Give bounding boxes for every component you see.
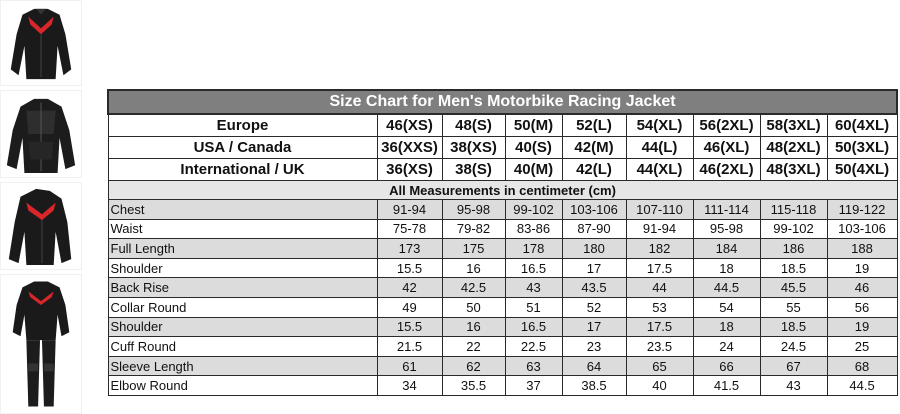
size-cell: 46(2XL) xyxy=(693,159,760,181)
measurement-value: 46 xyxy=(827,278,897,298)
measurement-value: 52 xyxy=(562,297,626,317)
chart-title: Size Chart for Men's Motorbike Racing Jacket xyxy=(108,90,897,114)
size-cell: 54(XL) xyxy=(626,114,693,137)
measurement-value: 115-118 xyxy=(760,200,827,220)
size-cell: 50(M) xyxy=(505,114,562,137)
measurement-value: 43.5 xyxy=(562,278,626,298)
measurement-value: 186 xyxy=(760,239,827,259)
suit-red-bat-full-icon xyxy=(1,275,81,413)
measurement-value: 18 xyxy=(693,317,760,337)
thumbnail-1[interactable] xyxy=(0,0,82,86)
jacket-black-front-icon xyxy=(1,91,81,177)
measurement-value: 91-94 xyxy=(377,200,442,220)
measurement-value: 44.5 xyxy=(827,376,897,396)
measurement-row xyxy=(108,219,897,239)
size-cell: 52(L) xyxy=(562,114,626,137)
size-cell: 38(XS) xyxy=(442,137,505,159)
measurement-value: 79-82 xyxy=(442,219,505,239)
measurement-value: 35.5 xyxy=(442,376,505,396)
measurement-value: 24 xyxy=(693,337,760,357)
size-cell: 58(3XL) xyxy=(760,114,827,137)
measurement-label: Elbow Round xyxy=(108,376,377,396)
measurement-value: 18.5 xyxy=(760,317,827,337)
measurement-value: 23 xyxy=(562,337,626,357)
thumbnail-4[interactable] xyxy=(0,274,82,414)
measurement-row xyxy=(108,258,897,278)
measurement-label: Chest xyxy=(108,200,377,220)
measurement-row xyxy=(108,356,897,376)
measurement-value: 91-94 xyxy=(626,219,693,239)
measurement-value: 19 xyxy=(827,317,897,337)
measurement-label: Collar Round xyxy=(108,297,377,317)
size-cell: 38(S) xyxy=(442,159,505,181)
measurement-value: 22.5 xyxy=(505,337,562,357)
measurement-value: 43 xyxy=(505,278,562,298)
measurement-value: 22 xyxy=(442,337,505,357)
measurement-value: 18.5 xyxy=(760,258,827,278)
measurement-value: 119-122 xyxy=(827,200,897,220)
measurement-row xyxy=(108,376,897,396)
measurement-value: 64 xyxy=(562,356,626,376)
measurement-value: 17.5 xyxy=(626,317,693,337)
size-cell: 42(L) xyxy=(562,159,626,181)
measurement-label: Waist xyxy=(108,219,377,239)
measurement-value: 16 xyxy=(442,258,505,278)
measurement-value: 45.5 xyxy=(760,278,827,298)
measurement-value: 63 xyxy=(505,356,562,376)
measurement-value: 67 xyxy=(760,356,827,376)
measurement-value: 55 xyxy=(760,297,827,317)
measurement-value: 66 xyxy=(693,356,760,376)
size-cell: 48(S) xyxy=(442,114,505,137)
size-cell: 46(XS) xyxy=(377,114,442,137)
measurement-value: 107-110 xyxy=(626,200,693,220)
measurement-value: 87-90 xyxy=(562,219,626,239)
measurement-value: 23.5 xyxy=(626,337,693,357)
region-label: USA / Canada xyxy=(108,137,377,159)
thumbnail-2[interactable] xyxy=(0,90,82,178)
measurement-value: 65 xyxy=(626,356,693,376)
measurement-value: 99-102 xyxy=(505,200,562,220)
measurement-row xyxy=(108,278,897,298)
measurement-value: 34 xyxy=(377,376,442,396)
region-row-usa-canada xyxy=(108,137,897,159)
measurement-value: 188 xyxy=(827,239,897,259)
measurement-value: 103-106 xyxy=(827,219,897,239)
size-cell: 40(S) xyxy=(505,137,562,159)
measurement-value: 51 xyxy=(505,297,562,317)
measurement-value: 103-106 xyxy=(562,200,626,220)
size-cell: 44(L) xyxy=(626,137,693,159)
size-cell: 56(2XL) xyxy=(693,114,760,137)
measurement-value: 44 xyxy=(626,278,693,298)
jacket-red-bat-front-icon xyxy=(1,1,81,85)
measurement-value: 25 xyxy=(827,337,897,357)
measurement-value: 37 xyxy=(505,376,562,396)
size-cell: 48(3XL) xyxy=(760,159,827,181)
size-chart-table xyxy=(107,89,898,396)
measurement-value: 42 xyxy=(377,278,442,298)
measurement-value: 50 xyxy=(442,297,505,317)
measurement-value: 24.5 xyxy=(760,337,827,357)
size-cell: 44(XL) xyxy=(626,159,693,181)
measurement-label: Cuff Round xyxy=(108,337,377,357)
size-cell: 42(M) xyxy=(562,137,626,159)
region-label: Europe xyxy=(108,114,377,137)
measurement-value: 54 xyxy=(693,297,760,317)
measurement-value: 16.5 xyxy=(505,258,562,278)
measurement-value: 95-98 xyxy=(693,219,760,239)
measurement-value: 19 xyxy=(827,258,897,278)
chart-title-row xyxy=(108,90,897,114)
measurement-label: Full Length xyxy=(108,239,377,259)
thumbnail-3[interactable] xyxy=(0,182,82,270)
measurements-body xyxy=(108,200,897,396)
region-row-international-uk xyxy=(108,159,897,181)
measurement-value: 49 xyxy=(377,297,442,317)
measurement-value: 178 xyxy=(505,239,562,259)
jacket-red-bat-angle-icon xyxy=(1,183,81,269)
measurement-row xyxy=(108,200,897,220)
measurement-value: 62 xyxy=(442,356,505,376)
measurement-value: 111-114 xyxy=(693,200,760,220)
measurement-value: 17 xyxy=(562,317,626,337)
measurement-value: 40 xyxy=(626,376,693,396)
measurement-value: 15.5 xyxy=(377,317,442,337)
size-cell: 36(XXS) xyxy=(377,137,442,159)
measurement-row xyxy=(108,239,897,259)
measurement-value: 99-102 xyxy=(760,219,827,239)
size-cell: 36(XS) xyxy=(377,159,442,181)
measurement-value: 42.5 xyxy=(442,278,505,298)
measurement-value: 38.5 xyxy=(562,376,626,396)
size-cell: 60(4XL) xyxy=(827,114,897,137)
measurement-value: 83-86 xyxy=(505,219,562,239)
measurement-value: 95-98 xyxy=(442,200,505,220)
region-row-europe xyxy=(108,114,897,137)
measurement-value: 15.5 xyxy=(377,258,442,278)
measurement-row xyxy=(108,337,897,357)
measurement-value: 53 xyxy=(626,297,693,317)
measurement-value: 43 xyxy=(760,376,827,396)
units-note-row xyxy=(108,181,897,200)
measurement-value: 44.5 xyxy=(693,278,760,298)
size-cell: 50(3XL) xyxy=(827,137,897,159)
measurement-value: 61 xyxy=(377,356,442,376)
measurement-label: Shoulder xyxy=(108,317,377,337)
size-cell: 46(XL) xyxy=(693,137,760,159)
measurement-value: 175 xyxy=(442,239,505,259)
size-cell: 40(M) xyxy=(505,159,562,181)
measurement-label: Shoulder xyxy=(108,258,377,278)
measurement-value: 17 xyxy=(562,258,626,278)
measurement-row xyxy=(108,297,897,317)
thumbnail-strip xyxy=(0,0,84,414)
measurement-value: 41.5 xyxy=(693,376,760,396)
measurement-value: 56 xyxy=(827,297,897,317)
measurement-value: 75-78 xyxy=(377,219,442,239)
units-note: All Measurements in centimeter (cm) xyxy=(108,181,897,200)
measurement-value: 21.5 xyxy=(377,337,442,357)
measurement-value: 184 xyxy=(693,239,760,259)
region-label: International / UK xyxy=(108,159,377,181)
measurement-value: 182 xyxy=(626,239,693,259)
measurement-value: 16.5 xyxy=(505,317,562,337)
measurement-row xyxy=(108,317,897,337)
size-cell: 50(4XL) xyxy=(827,159,897,181)
measurement-value: 180 xyxy=(562,239,626,259)
measurement-value: 17.5 xyxy=(626,258,693,278)
measurement-label: Back Rise xyxy=(108,278,377,298)
size-cell: 48(2XL) xyxy=(760,137,827,159)
measurement-value: 18 xyxy=(693,258,760,278)
measurement-label: Sleeve Length xyxy=(108,356,377,376)
measurement-value: 68 xyxy=(827,356,897,376)
measurement-value: 173 xyxy=(377,239,442,259)
measurement-value: 16 xyxy=(442,317,505,337)
